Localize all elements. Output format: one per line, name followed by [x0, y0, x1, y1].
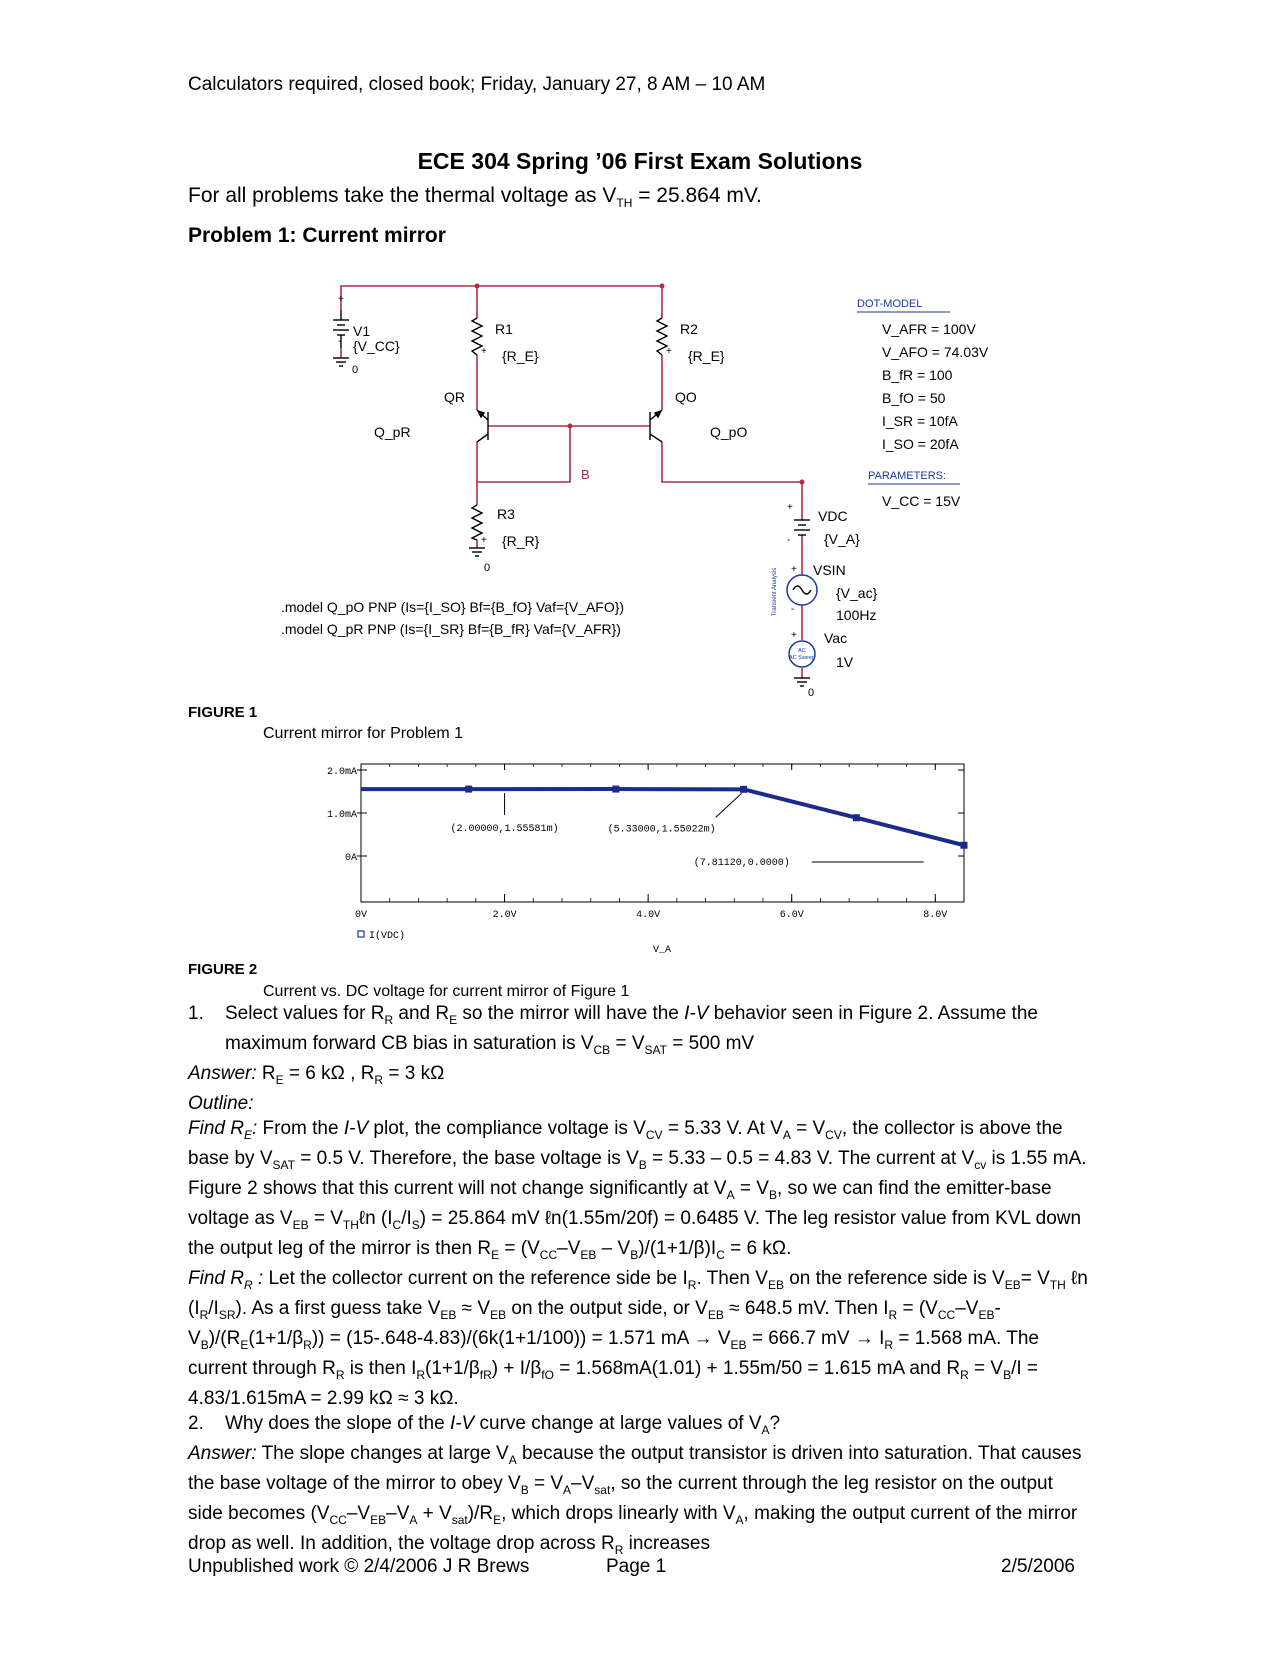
y-tick-label: 0A [344, 853, 357, 864]
legend-marker-icon [358, 931, 364, 937]
answer-2: Answer: The slope changes at large $V_A$ because the output transistor is driven into saturation. That causes the base voltage of the mirror to obey $V_B = V_A-V_{sat}$, so the current through the leg resistor on the output side becomes $(V_{CC}-V_{EB}-V_A + V_{sat})/R_E$, which drops linearly with $V_A$, making the output current of the mirror drop as well. In addition, the voltage drop across $R_R$ increases [188, 1442, 1082, 1557]
plus-sign: + [481, 535, 487, 546]
subscript: TH [342, 1217, 359, 1232]
subscript: B [520, 1482, 529, 1497]
iv-chart [0, 740, 1280, 956]
x-axis-label: V_A [652, 945, 672, 956]
vsin-label: VSIN [813, 562, 846, 578]
subscript: CV [645, 1127, 663, 1142]
text-run: –V [571, 1472, 595, 1494]
v1-value: {V_CC} [353, 338, 400, 354]
vdc-value: {V_A} [824, 531, 860, 547]
r3-value: {R_R} [502, 533, 540, 549]
x-tick-label: 8.0V [923, 910, 948, 921]
outline-label: Outline: [188, 1093, 254, 1115]
vac-label: Vac [824, 630, 848, 646]
text-run: on the reference side is V [783, 1268, 1005, 1290]
vdc-battery [794, 520, 810, 535]
text-run: , so we can find the emitter-base voltage as V [188, 1177, 1052, 1229]
page-title: ECE 304 Spring ’06 First Exam Solutions [417, 148, 863, 174]
qr-label: QR [444, 389, 465, 405]
subscript: CC [539, 1247, 558, 1262]
data-point [961, 842, 968, 849]
text-run: (1+1/β [248, 1328, 304, 1350]
subscript: EB [1004, 1277, 1021, 1292]
text-run: –V [386, 1503, 410, 1524]
subscript: EB [490, 1307, 507, 1322]
qo-model-label: Q_pO [710, 424, 748, 440]
subscript: sat [451, 1512, 468, 1527]
subscript: A [563, 1482, 572, 1497]
subscript: E [491, 1247, 500, 1262]
text-run: = V [308, 1207, 343, 1229]
junction-dot [660, 284, 665, 289]
subscript: fR [479, 1368, 492, 1383]
subscript: C [716, 1247, 725, 1262]
footer-right: 2/5/2006 [1001, 1556, 1075, 1577]
x-tick-label: 4.0V [636, 910, 661, 921]
x-tick-label: 0V [354, 910, 368, 921]
subscript: E [493, 1512, 502, 1527]
vsin-frequency: 100Hz [836, 607, 877, 623]
vdc-label: VDC [818, 508, 848, 524]
dot-model-entry: B_fO = 50 [882, 390, 946, 406]
dot-model-entry: V_AFO = 74.03V [882, 344, 989, 360]
subscript: EB [730, 1338, 747, 1353]
figure2-label: FIGURE 2 [188, 961, 258, 978]
text-run: ≈ 648.5 mV. Then I [723, 1298, 889, 1320]
x-tick-label: 6.0V [779, 910, 804, 921]
junction-dot [475, 284, 480, 289]
r1-label: R1 [495, 321, 513, 337]
minus-sign: - [338, 336, 342, 347]
ground-icon [333, 358, 349, 366]
text-run: –V [557, 1237, 581, 1259]
r2-label: R2 [680, 321, 698, 337]
sine-wave-icon [793, 586, 811, 594]
parameters-header: PARAMETERS: [868, 470, 947, 482]
text-run: ℓn (I [358, 1207, 393, 1229]
text-run: = 666.7 mV → I [746, 1328, 885, 1350]
model-line-qpr: .model Q_pR PNP (Is={I_SR} Bf={B_fR} Vaf={V_AFR}) [281, 621, 621, 637]
subscript: R [303, 1338, 312, 1353]
text-run: on the output side, or V [506, 1298, 708, 1320]
r3-label: R3 [497, 506, 515, 522]
wires [341, 286, 802, 678]
problem-title: Problem 1: Current mirror [188, 224, 446, 247]
exam-note: Calculators required, closed book; Friday, January 27, 8 AM – 10 AM [188, 74, 766, 95]
dot-model-header: DOT-MODEL [857, 298, 923, 310]
subscript: R [416, 1368, 426, 1383]
find-rr-paragraph: Find $R_R$ : Let the collector current on the reference side be $I_R$. Then $V_{EB}$ on the reference side is $V_{EB}= V_{TH}$ ℓn $(I_R/I_{SR})$. As a first guess take $V_{EB} \approx V_{EB}$ on the output side, or $V_{EB} \approx 648.5$ mV. Then $I_R = (V_{CC}-V_{EB}-V_B)/(R_E(1+1/\beta_R)) = (15-.648-4.83)/(6k(1+1/100)) = 1.571$ mA → $V_{EB} = 666.7$ mV → $I_R = 1.568$ mA. The current through $R_R$ is then $I_R(1+1/\beta_{fR}) + I/\beta_{fO} = 1.568mA(1.01) + 1.55m/50 = 1.615$ mA and $R_R = V_B/I = 4.83/1.615mA = 2.99$ kΩ ≈ 3 kΩ. [188, 1268, 1088, 1410]
text-run: = 1.568 mA. The current through R [188, 1328, 1039, 1380]
plus-sign: + [481, 346, 487, 357]
text-run: ≈ V [456, 1298, 491, 1320]
node-b-wire [477, 426, 570, 482]
node-b-label: B [581, 467, 590, 482]
subscript: R [614, 1542, 624, 1557]
subscript: B [630, 1247, 639, 1262]
plus-sign: + [791, 630, 797, 641]
text-run: is then I [344, 1358, 417, 1380]
subscript: CC [937, 1307, 956, 1322]
subscript: SAT [272, 1157, 295, 1172]
vsin-source [787, 575, 817, 605]
text-run: ) + I/β [491, 1358, 542, 1380]
question-2: 2. Why does the slope of the I-V curve change at large values of $V_A$? [188, 1412, 781, 1437]
subscript: B [1003, 1368, 1012, 1383]
figure1-label: FIGURE 1 [188, 704, 258, 721]
subscript: EB [767, 1277, 784, 1292]
text-run: = 5.33 – 0.5 = 4.83 V. The current at V [646, 1147, 975, 1169]
subscript: A [409, 1512, 418, 1527]
text-run: /I [401, 1207, 412, 1229]
r1-value: {R_E} [502, 348, 539, 364]
qo-transistor [650, 410, 662, 442]
junction-dot [568, 424, 573, 429]
subscript: R [888, 1307, 898, 1322]
text-run: = (V [499, 1237, 540, 1259]
subscript: CC [329, 1512, 347, 1527]
annotation-label: (7.81120,0.0000) [693, 858, 790, 869]
subscript: TH [1049, 1277, 1066, 1292]
top-rail-wire [341, 286, 662, 318]
annotation-label: (2.00000,1.55581m) [450, 824, 559, 836]
y-tick-label: 2.0mA [326, 767, 357, 778]
text-run: = V [734, 1177, 769, 1199]
text-run: = 6 kΩ. [724, 1237, 792, 1259]
text-run: (1+1/β [425, 1358, 480, 1380]
text-run: . Then V [696, 1268, 768, 1290]
minus-sign: - [791, 604, 795, 615]
subscript: R [884, 1338, 894, 1353]
text-run: = V [528, 1472, 564, 1494]
text-run: , which drops linearly with V [501, 1503, 736, 1524]
text-run: /I [208, 1298, 219, 1320]
text-run: increases [623, 1533, 710, 1555]
subscript: B [638, 1157, 647, 1172]
text-run: , making the output current of the mirror drop as well. In addition, the voltage drop across R [188, 1503, 1078, 1555]
thermal-voltage-note: For all problems take the thermal voltage as $V_{TH} = 25.864$ mV. [188, 184, 762, 211]
text-run: )) = (15-.648-4.83)/(6k(1+1/100)) = 1.571 mA → V [311, 1328, 731, 1350]
subscript: EB [707, 1307, 724, 1322]
text-run: plot, the compliance voltage is V [368, 1117, 646, 1139]
text-run: = (V [897, 1298, 938, 1320]
collector-out-wire [662, 442, 802, 520]
v1-label: V1 [353, 323, 371, 339]
text-run: -V [188, 1298, 1001, 1350]
schematic-figure [0, 0, 1280, 700]
ac-sweep-label: AC Sweep [789, 655, 815, 661]
text-run: )/(R [208, 1328, 241, 1350]
data-point [465, 786, 472, 793]
text-run: = 1.568mA(1.01) + 1.55m/50 = 1.615 mA and R [553, 1358, 961, 1380]
subscript: E [240, 1338, 249, 1353]
solution-body [188, 1002, 1088, 1562]
subscript: A [735, 1512, 744, 1527]
text-run: ). As a first guess take V [235, 1298, 441, 1320]
dot-model-entry: V_AFR = 100V [882, 321, 976, 337]
text-run: , the collector is above the base by V [188, 1117, 1063, 1169]
answer-1: Answer: $R_E = 6$ kΩ , $R_R = 3$ kΩ [188, 1063, 445, 1087]
plus-sign: + [666, 346, 672, 357]
figure2-caption: Current vs. DC voltage for current mirror of Figure 1 [263, 983, 630, 1000]
text-run: ℓn (I [188, 1268, 1088, 1320]
junction-dot [800, 480, 805, 485]
text-run: I-V [343, 1117, 369, 1139]
ground-icon [794, 678, 810, 686]
subscript: A [782, 1127, 791, 1142]
vac-source [789, 641, 815, 667]
text-run: , so the current through the leg resistor on the output side becomes (V [188, 1472, 1053, 1524]
ac-sweep-label: AC [798, 648, 806, 654]
subscript: EB [580, 1247, 597, 1262]
r2-value: {R_E} [688, 348, 725, 364]
text-run: = 0.5 V. Therefore, the base voltage is V [294, 1147, 639, 1169]
annotation-leader [716, 793, 742, 817]
subscript: A [508, 1452, 517, 1467]
text-run: ) = 25.864 mV ℓn(1.55m/20f) = 0.6485 V. The leg resistor value from KVL down the output leg of the mirror is then R [188, 1207, 1082, 1259]
vsin-value: {V_ac} [836, 585, 878, 601]
text-run: )/(1+1/β)I [638, 1237, 717, 1259]
figure1-caption: Current mirror for Problem 1 [263, 725, 464, 742]
model-line-qpo: .model Q_pO PNP (Is={I_SO} Bf={B_fO} Vaf={V_AFO}) [281, 599, 625, 615]
parameter-entry: V_CC = 15V [882, 493, 961, 509]
plus-sign: + [338, 294, 344, 305]
subscript: B [200, 1338, 209, 1353]
qo-label: QO [675, 389, 697, 405]
plus-sign: + [791, 564, 797, 575]
series-line-ivdc [361, 789, 964, 845]
subscript: C [392, 1217, 402, 1232]
text-run: – V [596, 1237, 631, 1259]
text-run: + V [417, 1503, 452, 1524]
subscript: sat [594, 1482, 611, 1497]
subscript: R [335, 1368, 345, 1383]
qr-transistor [477, 410, 488, 442]
transient-analysis-label: Transient Analysis [772, 567, 778, 617]
data-point [853, 814, 860, 821]
subscript: SR [218, 1307, 236, 1322]
subscript: EB [370, 1512, 387, 1527]
subscript: A [726, 1187, 735, 1202]
text-run: because the output transistor is driven into saturation. That causes the base voltage of the mirror to obey V [188, 1442, 1082, 1494]
subscript: cv [974, 1157, 987, 1172]
footer-left: Unpublished work © 2/4/2006 J R Brews [188, 1556, 530, 1577]
ground-label: 0 [484, 562, 491, 574]
text-run: is 1.55 mA. Figure 2 shows that this current will not change significantly at V [188, 1147, 1087, 1199]
subscript: fO [541, 1368, 554, 1383]
dot-model-entry: I_SO = 20fA [882, 436, 959, 452]
text-run: From the [257, 1117, 344, 1139]
subscript: R [199, 1307, 209, 1322]
qr-model-label: Q_pR [374, 424, 411, 440]
subscript: S [411, 1217, 420, 1232]
text-run: )/R [467, 1503, 494, 1524]
legend-label: I(VDC) [369, 931, 406, 942]
question-1: 1. Select values for $R_R$ and $R_E$ so the mirror will have the I-V behavior seen in Figure 2. Assume the maximum forward CB bias in saturation is $V_{CB} = V_{SAT} = 500$ mV [188, 1003, 1038, 1057]
plus-sign: + [787, 502, 793, 513]
x-tick-label: 2.0V [492, 910, 517, 921]
ground-label: 0 [352, 364, 359, 376]
subscript: B [768, 1187, 777, 1202]
text-run: –V [955, 1298, 979, 1320]
vac-value: 1V [836, 654, 854, 670]
dot-model-entry: I_SR = 10fA [882, 413, 958, 429]
minus-sign: - [787, 535, 791, 546]
subscript: EB [440, 1307, 457, 1322]
subscript: CV [825, 1127, 842, 1142]
subscript: EB [292, 1217, 309, 1232]
text-run: = V [968, 1358, 1004, 1380]
footer-center: Page 1 [606, 1556, 667, 1577]
text-run: = 5.33 V. At V [662, 1117, 783, 1139]
text-run: Let the collector current on the reference side be I [263, 1268, 688, 1290]
find-re-paragraph: Find $R_E$: From the I-V plot, the compliance voltage is $V_{CV} = 5.33$ V. At $V_A = V_{CV}$, the collector is above the base by $V_{SAT} = 0.5$ V. Therefore, the base voltage is $V_B = 5.33 - 0.5 = 4.83$ V. The current at $V_{cv}$ is 1.55 mA. Figure 2 shows that this current will not change significantly at $V_A = V_B$, so we can find the emitter-base voltage as $V_{EB}$ = $V_{TH}\ell n$ $(I_C/I_S) = 25.864$ mV ℓn(1.55m/20f) = 0.6485 V. The leg resistor value from KVL down the output leg of the mirror is then $R_E = (V_{CC}-V_{EB} - V_B)/(1+1/\beta)I_C = 6$ kΩ. [188, 1117, 1087, 1262]
ground-label: 0 [808, 687, 815, 699]
text-run: /I = 4.83/1.615mA = 2.99 kΩ ≈ 3 kΩ. [188, 1358, 1039, 1410]
subscript: R [960, 1368, 969, 1383]
subscript: R [687, 1277, 697, 1292]
text-run: The slope changes at large V [256, 1442, 509, 1464]
data-point [740, 786, 747, 793]
text-run: = V [790, 1117, 826, 1139]
text-run: = V [1020, 1268, 1050, 1290]
y-tick-label: 1.0mA [326, 810, 357, 821]
annotation-label: (5.33000,1.55022m) [607, 824, 716, 836]
junction-dots [475, 284, 805, 485]
subscript: EB [978, 1307, 995, 1322]
data-point [612, 786, 619, 793]
dot-model-entry: B_fR = 100 [882, 367, 953, 383]
ground-icon [469, 548, 485, 556]
text-run: –V [346, 1503, 371, 1524]
